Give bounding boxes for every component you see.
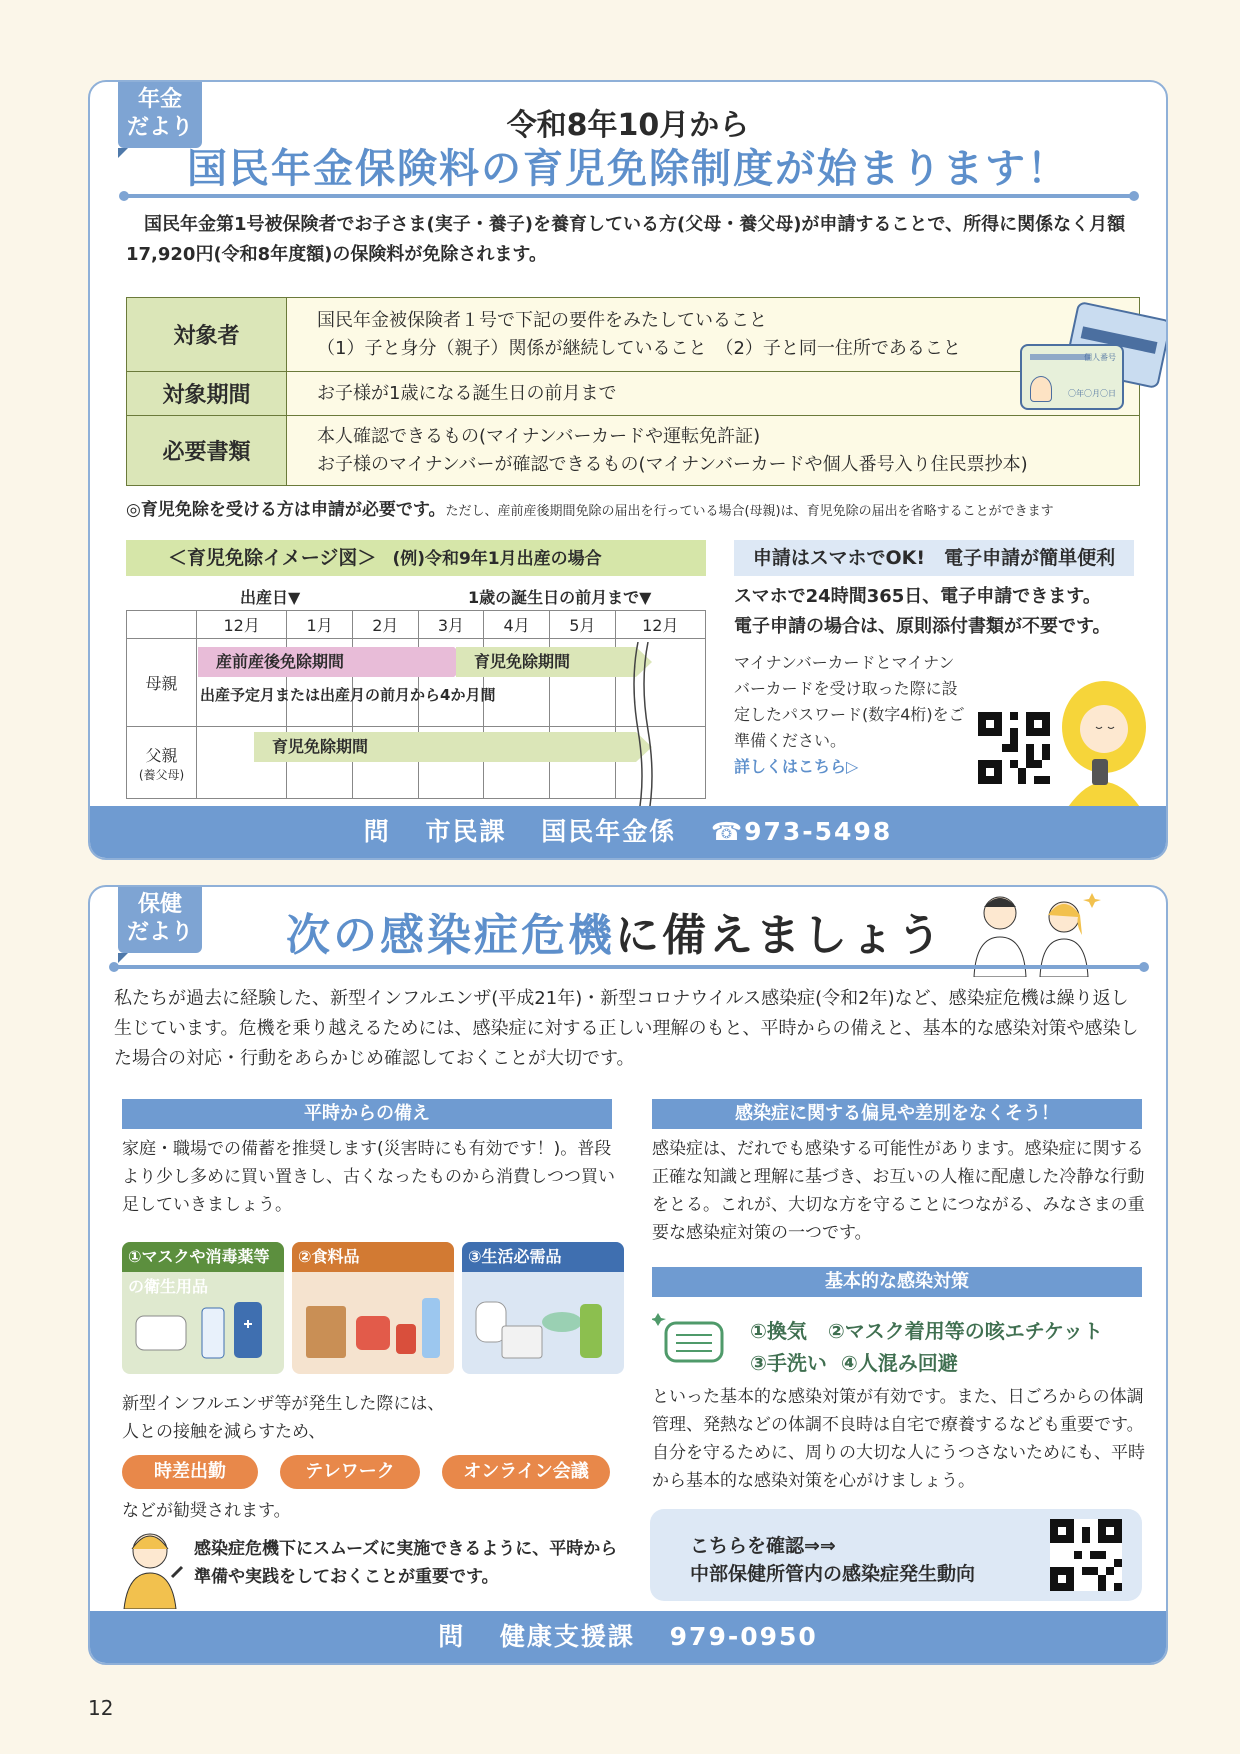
divider bbox=[124, 194, 1134, 198]
image-example: (例)令和9年1月出産の場合 bbox=[392, 549, 602, 569]
online-meeting-badge: オンライン会議 bbox=[442, 1455, 610, 1489]
month-cell: 12月 bbox=[615, 611, 705, 639]
row-value bbox=[287, 416, 1140, 486]
divider bbox=[114, 965, 1144, 969]
food-card bbox=[292, 1242, 454, 1374]
value-line: 国民年金被保険者１号で下記の要件をみたしていること bbox=[317, 309, 767, 331]
image-title: ＜育児免除イメージ図＞ bbox=[168, 547, 377, 569]
preparation-heading: 平時からの備え bbox=[122, 1099, 612, 1129]
preparation-text: 家庭・職場での備蓄を推奨します(災害時にも有効です！)。普段より少し多めに買い置きし、古くなったものから消費しつつ買い足していきましょう。 bbox=[122, 1139, 615, 1215]
prenatal-period-bar: 産前産後免除期間 bbox=[198, 647, 454, 677]
online-instructions: マイナンバーカードとマイナンバーカードを受け取った際に設定したパスワード(数字4桁)をご準備ください。 詳しくはこちら▷ bbox=[734, 653, 965, 776]
row-head: 対象期間 bbox=[127, 372, 287, 416]
mask-icon bbox=[652, 1307, 736, 1373]
qr-code-icon[interactable] bbox=[978, 712, 1050, 784]
eligibility-table bbox=[126, 297, 1140, 486]
tag-line1: 年金 bbox=[137, 87, 182, 112]
confirm-box[interactable] bbox=[650, 1509, 1142, 1601]
health-staff-icon bbox=[960, 887, 1110, 977]
month-cell: 2月 bbox=[352, 611, 418, 639]
daily-necessities-card bbox=[462, 1242, 624, 1374]
value-line: （1）子と身分（親子）関係が継続していること （2）子と同一住所であること bbox=[317, 337, 961, 359]
contact-footer: 問 市民課 国民年金係 ☎973-5498 bbox=[90, 806, 1166, 858]
tag-line2: だより bbox=[126, 115, 193, 140]
page-title: 国民年金保険料の育児免除制度が始まります！ bbox=[187, 146, 1069, 192]
month-cell: 1月 bbox=[287, 611, 353, 639]
mother-label: 母親 bbox=[127, 639, 197, 727]
phone-number[interactable]: 979-0950 bbox=[669, 1622, 818, 1651]
value-line: お子様のマイナンバーが確認できるもの(マイナンバーカードや個人番号入り住民票抄本) bbox=[317, 453, 1028, 475]
month-cell: 12月 bbox=[197, 611, 287, 639]
presenter-woman-icon bbox=[120, 1527, 186, 1609]
staggered-commute-badge: 時差出勤 bbox=[122, 1455, 258, 1489]
card-date-label: 〇年〇月〇日 bbox=[1068, 389, 1116, 398]
row-value bbox=[287, 372, 1140, 416]
daily-goods-icon bbox=[462, 1272, 624, 1374]
confirm-line2: 中部保健所管内の感染症発生動向 bbox=[690, 1563, 976, 1585]
intro-text: 私たちが過去に経験した、新型インフルエンザ(平成21年)・新型コロナウイルス感染症(令和2年)など、感染症危機は繰り返し生じています。危機を乗り越えるためには、感染症に対する正しい理解のもと、平時からの備えと、基本的な感染対策や感染した場合の対応・行動をあらかじめ確認しておくことが大切です。 bbox=[114, 988, 1139, 1069]
break-mark bbox=[630, 642, 660, 818]
month-row bbox=[127, 611, 706, 639]
note-small: ただし、産前産後期間免除の届出を行っている場合(母親)は、育児免除の届出を省略することができます bbox=[445, 504, 1054, 519]
table-row bbox=[127, 416, 1140, 486]
basic-measures-text: といった基本的な感染対策が有効です。また、日ごろからの体調管理、発熱などの体調不良時は自宅で療養するなども重要です。自分を守るために、周りの大切な人にうつさないためにも、平時から基本的な感染対策を心がけましょう。 bbox=[652, 1387, 1145, 1491]
food-stock-icon bbox=[292, 1272, 454, 1374]
health-panel bbox=[88, 885, 1168, 1665]
phone-number[interactable]: ☎973-5498 bbox=[710, 817, 893, 846]
month-cell: 4月 bbox=[484, 611, 550, 639]
subtitle: 令和8年10月から bbox=[506, 108, 750, 143]
month-cell: 5月 bbox=[549, 611, 615, 639]
birth-label: 出産日▼ bbox=[240, 588, 301, 607]
before-birthday-label: 1歳の誕生日の前月まで▼ bbox=[468, 588, 652, 607]
card-label: ②食料品 bbox=[292, 1242, 454, 1272]
note-bold: ◎育児免除を受ける方は申請が必要です。 bbox=[126, 500, 446, 520]
application-note bbox=[126, 495, 1054, 520]
card-kojin-label: 個人番号 bbox=[1084, 353, 1116, 362]
father-label: 父親 (養父母) bbox=[127, 727, 197, 799]
card-label: ③生活必需品 bbox=[462, 1242, 624, 1272]
basic-measures-list: ①換気 ②マスク着用等の咳エチケット ③手洗い ④人混み回避 bbox=[750, 1319, 1103, 1375]
recommend-text: などが勧奨されます。 bbox=[122, 1501, 291, 1521]
woman-with-phone-icon bbox=[1056, 677, 1152, 807]
telework-badge: テレワーク bbox=[280, 1455, 420, 1489]
bias-heading: 感染症に関する偏見や差別をなくそう！ bbox=[652, 1099, 1142, 1129]
hygiene-supplies-card bbox=[122, 1242, 284, 1374]
father-childcare-bar: 育児免除期間 bbox=[254, 732, 636, 762]
row-head: 必要書類 bbox=[127, 416, 287, 486]
row-value bbox=[287, 298, 1140, 372]
card-label: ①マスクや消毒薬等の衛生用品 bbox=[122, 1242, 284, 1272]
online-heading: 申請はスマホでOK! 電子申請が簡単便利 bbox=[734, 540, 1134, 576]
qr-code-icon[interactable] bbox=[1050, 1519, 1122, 1591]
intro-text: 国民年金第1号被保険者でお子さま(実子・養子)を養育している方(父母・養父母)が申請することで、所得に関係なく月額17,920円(令和8年度額)の保険料が免除されます。 bbox=[126, 214, 1126, 265]
table-row bbox=[127, 298, 1140, 372]
mynumber-card-front-icon bbox=[1020, 344, 1124, 410]
table-row bbox=[127, 372, 1140, 416]
mask-and-sanitizer-icon bbox=[122, 1272, 284, 1374]
page-title: 次の感染症危機に備えましょう bbox=[286, 910, 944, 961]
mother-childcare-bar: 育児免除期間 bbox=[456, 647, 636, 677]
pension-panel bbox=[88, 80, 1168, 860]
page-number: 12 bbox=[88, 1696, 114, 1720]
contact-footer: 問 健康支援課 979-0950 bbox=[90, 1611, 1166, 1663]
confirm-line1: こちらを確認⇒⇒ bbox=[690, 1535, 836, 1557]
importance-text: 感染症危機下にスムーズに実施できるように、平時から準備や実践をしておくことが重要です。 bbox=[194, 1539, 618, 1587]
flu-text: 新型インフルエンザ等が発生した際には、 人との接触を減らすため、 bbox=[122, 1394, 445, 1442]
prenatal-note: 出産予定月または出産月の前月から4か月間 bbox=[200, 686, 496, 704]
row-head: 対象者 bbox=[127, 298, 287, 372]
value-line: お子様が1歳になる誕生日の前月まで bbox=[317, 382, 617, 404]
month-cell: 3月 bbox=[418, 611, 484, 639]
section-tag: 保健 だより bbox=[118, 885, 202, 953]
details-link[interactable]: 詳しくはこちら▷ bbox=[734, 757, 859, 776]
bias-text: 感染症は、だれでも感染する可能性があります。感染症に関する正確な知識と理解に基づき、お互いの人権に配慮した冷静な行動をとる。これが、大切な方を守ることにつながる、みなさまの重要な感染症対策の一つです。 bbox=[652, 1139, 1145, 1243]
image-title-bar bbox=[126, 540, 706, 576]
basic-measures-heading: 基本的な感染対策 bbox=[652, 1267, 1142, 1297]
online-body: スマホで24時間365日、電子申請できます。 電子申請の場合は、原則添付書類が不要です。 bbox=[734, 586, 1111, 637]
value-line: 本人確認できるもの(マイナンバーカードや運転免許証) bbox=[317, 425, 761, 447]
